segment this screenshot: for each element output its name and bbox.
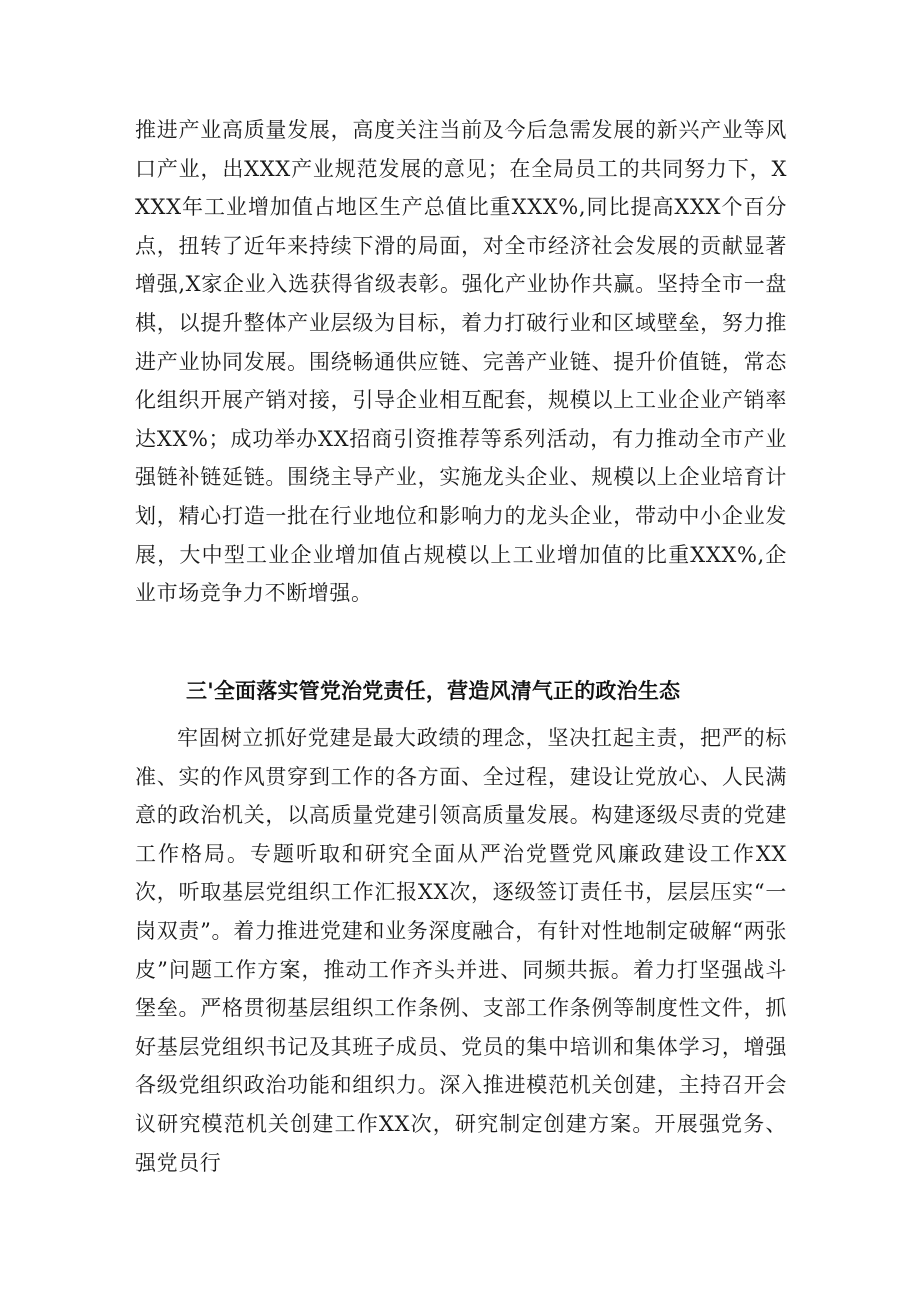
body-paragraph-industry: 推进产业高质量发展，高度关注当前及今后急需发展的新兴产业等风口产业，出XXX产业规范发展的意见；在全局员工的共同努力下，XXXX年工业增加值占地区生产总值比重XXX%,同比提高XXX个百分点，扭转了近年来持续下滑的局面，对全市经济社会发展的贡献显著增强,X家企业入选获得省级表彰。强化产业协作共赢。坚持全市一盘棋，以提升整体产业层级为目标，着力打破行业和区域壁垒，努力推进产业协同发展。围绕畅通供应链、完善产业链、提升价值链，常态化组织开展产销对接，引导企业相互配套，规模以上工业企业产销率达XX%；成功举办XX招商引资推荐等系列活动，有力推动全市产业强链补链延链。围绕主导产业，实施龙头企业、规模以上企业培育计划，精心打造一批在行业地位和影响力的龙头企业，带动中小企业发展，大中型工业企业增加值占规模以上工业增加值的比重XXX%,企业市场竞争力不断增强。 (135, 118, 787, 606)
section-heading: 三'全面落实管党治党责任，营造风清气正的政治生态 (186, 679, 681, 703)
body-paragraph-party-building: 牢固树立抓好党建是最大政绩的理念，坚决扛起主责，把严的标准、实的作风贯穿到工作的各方面、全过程，建设让党放心、人民满意的政治机关，以高质量党建引领高质量发展。构建逐级尽责的党建工作格局。专题听取和研究全面从严治党暨党风廉政建设工作XX次，听取基层党组织工作汇报XX次，逐级签订责任书，层层压实“一岗双责”。着力推进党建和业务深度融合，有针对性地制定破解“两张皮”问题工作方案，推动工作齐头并进、同频共振。着力打坚强战斗堡垒。严格贯彻基层组织工作条例、支部工作条例等制度性文件，抓好基层党组织书记及其班子成员、党员的集中培训和集体学习，增强各级党组织政治功能和组织力。深入推进模范机关创建，主持召开会议研究模范机关创建工作XX次，研究制定创建方案。开展强党务、强党员行 (135, 726, 787, 1175)
